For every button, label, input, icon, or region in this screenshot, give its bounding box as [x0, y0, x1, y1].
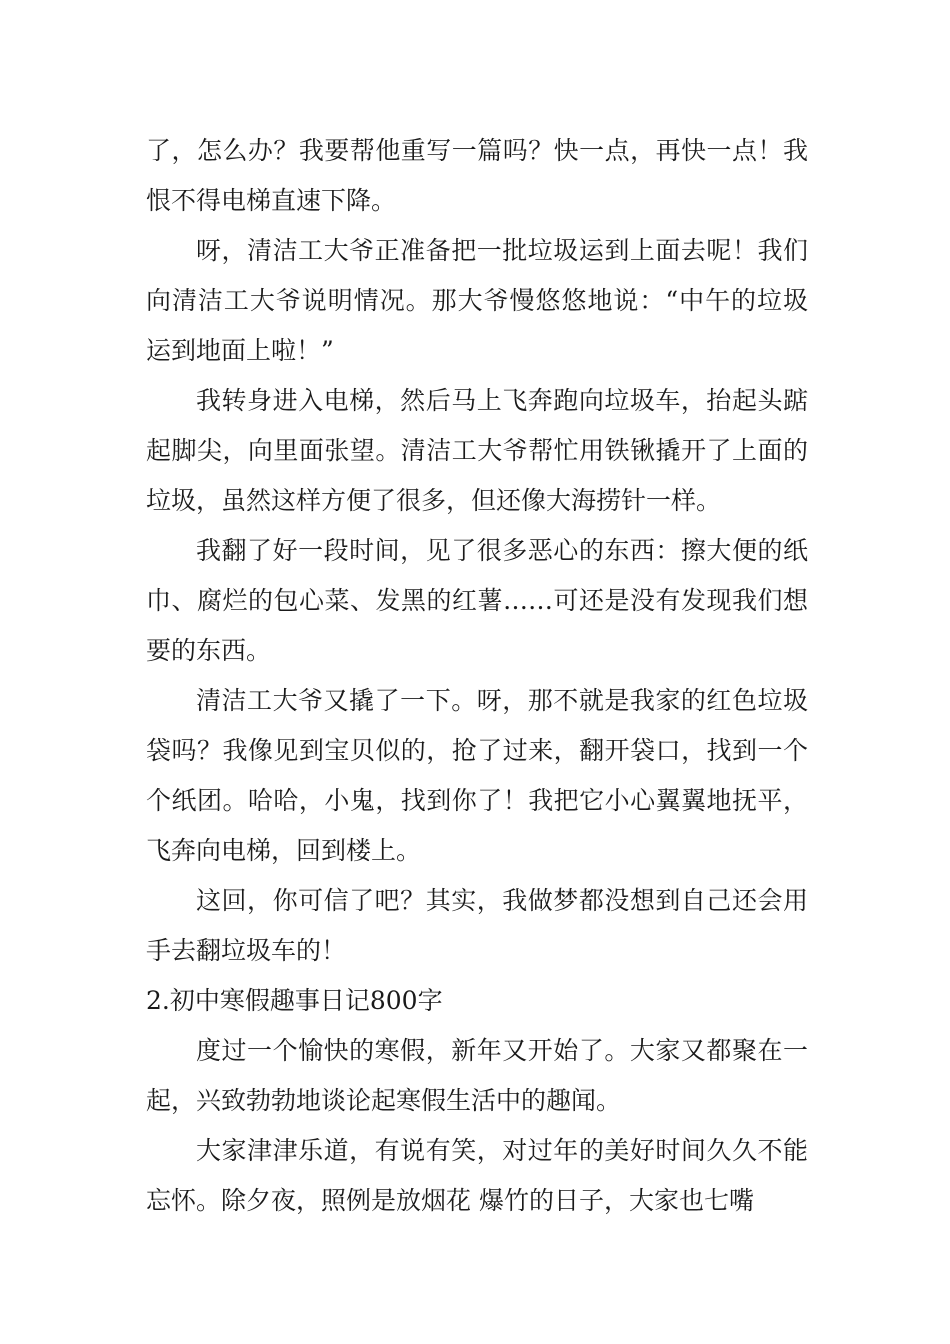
paragraph: 呀，清洁工大爷正准备把一批垃圾运到上面去呢！我们向清洁工大爷说明情况。那大爷慢悠悠地说：“中午的垃圾运到地面上啦！”	[146, 236, 808, 365]
paragraph: 这回，你可信了吧？其实，我做梦都没想到自己还会用手去翻垃圾车的！	[146, 886, 808, 965]
paragraph: 我转身进入电梯，然后马上飞奔跑向垃圾车，抬起头踮起脚尖，向里面张望。清洁工大爷帮忙用铁锹撬开了上面的垃圾，虽然这样方便了很多，但还像大海捞针一样。	[146, 386, 808, 515]
paragraph: 我翻了好一段时间，见了很多恶心的东西：擦大便的纸巾、腐烂的包心菜、发黑的红薯……可还是没有发现我们想要的东西。	[146, 536, 808, 665]
paragraph: 大家津津乐道，有说有笑，对过年的美好时间久久不能忘怀。除夕夜，照例是放烟花 爆竹的日子，大家也七嘴	[146, 1136, 808, 1215]
paragraph-continued: 了，怎么办？我要帮他重写一篇吗？快一点，再快一点！我恨不得电梯直速下降。	[146, 136, 808, 215]
section-heading: 2.初中寒假趣事日记800字	[146, 986, 443, 1015]
document-body	[146, 126, 808, 1226]
paragraph: 度过一个愉快的寒假，新年又开始了。大家又都聚在一起，兴致勃勃地谈论起寒假生活中的趣闻。	[146, 1036, 808, 1115]
paragraph: 清洁工大爷又撬了一下。呀，那不就是我家的红色垃圾袋吗？我像见到宝贝似的，抢了过来，翻开袋口，找到一个个纸团。哈哈，小鬼，找到你了！我把它小心翼翼地抚平，飞奔向电梯，回到楼上。	[146, 686, 808, 865]
